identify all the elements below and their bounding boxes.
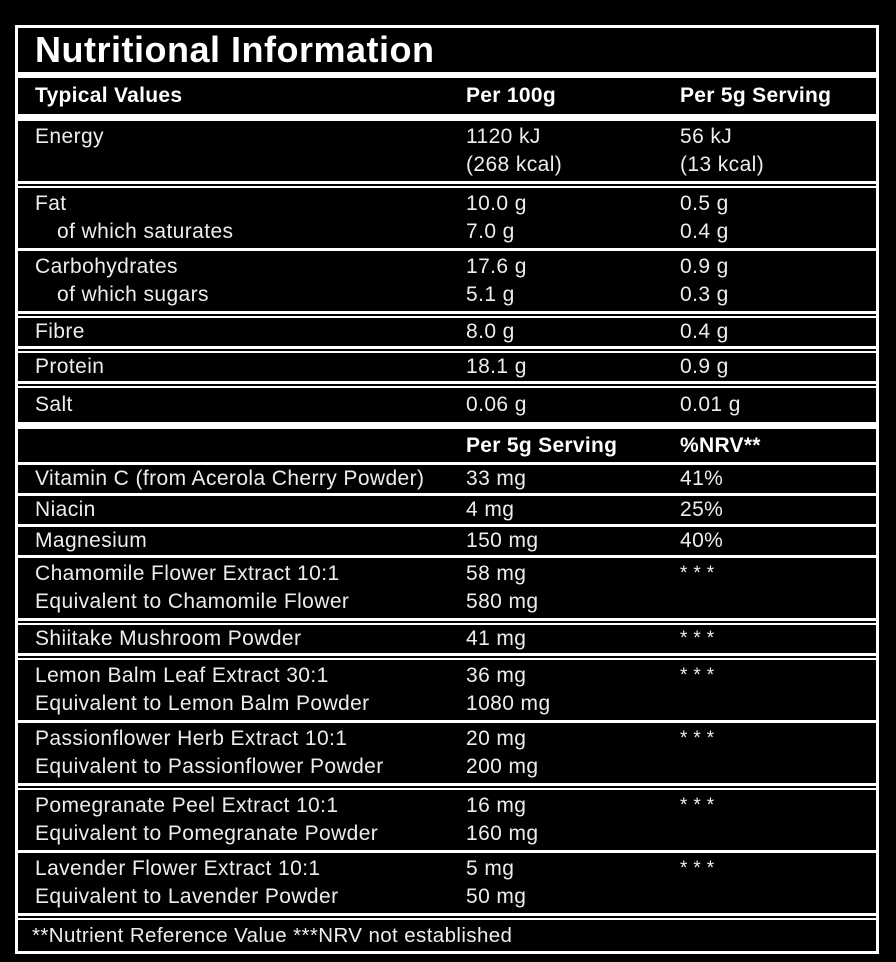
cell-label: Carbohydrates: [35, 255, 178, 278]
cell-per100g: 10.0 g: [466, 192, 527, 215]
table-row: [18, 151, 876, 179]
divider: [18, 653, 876, 660]
table-row: [18, 792, 876, 820]
table-row: [18, 190, 876, 218]
table-row: [18, 496, 876, 524]
divider: [18, 913, 876, 920]
table-row: [18, 883, 876, 911]
table2-header-row: [18, 429, 876, 462]
cell-per5g: 150 mg: [466, 529, 539, 552]
footnote-text: **Nutrient Reference Value ***NRV not established: [32, 923, 513, 947]
cell-per5g: 0.4 g: [680, 320, 729, 343]
cell-label: of which saturates: [57, 220, 234, 243]
cell-label: Energy: [35, 125, 104, 148]
page-title: Nutritional Information: [35, 29, 435, 70]
row-group-fibre: [18, 318, 876, 346]
table-row: [18, 465, 876, 493]
cell-per100g: (268 kcal): [466, 153, 563, 176]
row-group-vitamin-c: [18, 465, 876, 493]
nutrition-label: [15, 25, 879, 954]
divider: [18, 181, 876, 188]
table-row: [18, 218, 876, 246]
label-title-row: [18, 28, 876, 72]
table-row: [18, 560, 876, 588]
cell-per5g: 41 mg: [466, 627, 527, 650]
cell-per5g: 160 mg: [466, 822, 539, 845]
cell-label: Lemon Balm Leaf Extract 30:1: [35, 664, 329, 687]
table-row: [18, 253, 876, 281]
row-group-passionflower: [18, 723, 876, 783]
table-row: [18, 123, 876, 151]
cell-per5g: 50 mg: [466, 885, 527, 908]
cell-nrv: ***: [680, 665, 721, 686]
cell-per100g: 17.6 g: [466, 255, 527, 278]
cell-per5g: 0.3 g: [680, 283, 729, 306]
table-row: [18, 281, 876, 309]
cell-per5g: 56 kJ: [680, 125, 733, 148]
cell-nrv: 40%: [680, 529, 724, 552]
table-row: [18, 391, 876, 419]
cell-label: Equivalent to Lavender Powder: [35, 885, 339, 908]
cell-label: Fat: [35, 192, 67, 215]
row-group-energy: [18, 121, 876, 181]
cell-label: Equivalent to Lemon Balm Powder: [35, 692, 370, 715]
cell-per5g: 580 mg: [466, 590, 539, 613]
divider: [18, 618, 876, 625]
cell-label: Salt: [35, 393, 73, 416]
cell-per100g: 0.06 g: [466, 393, 527, 416]
cell-nrv: ***: [680, 628, 721, 649]
row-group-salt: [18, 388, 876, 422]
divider: [18, 783, 876, 790]
cell-label: Equivalent to Chamomile Flower: [35, 590, 350, 613]
table-row: [18, 690, 876, 718]
cell-nrv: 41%: [680, 467, 724, 490]
cell-per5g: 1080 mg: [466, 692, 551, 715]
cell-per100g: 18.1 g: [466, 355, 527, 378]
table-row: [18, 820, 876, 848]
row-group-pomegranate: [18, 790, 876, 850]
divider: [18, 381, 876, 388]
cell-per5g: 0.5 g: [680, 192, 729, 215]
cell-per5g: 33 mg: [466, 467, 527, 490]
cell-label: Chamomile Flower Extract 10:1: [35, 562, 340, 585]
cell-nrv: 25%: [680, 498, 724, 521]
column-header-typical-values: Typical Values: [35, 84, 183, 107]
row-group-fat: [18, 188, 876, 248]
cell-label: Protein: [35, 355, 105, 378]
row-group-chamomile: [18, 558, 876, 618]
cell-per5g: 0.4 g: [680, 220, 729, 243]
row-group-carbohydrates: [18, 251, 876, 311]
cell-per100g: 5.1 g: [466, 283, 515, 306]
table-row: [18, 662, 876, 690]
column-header-per-5g-serving: Per 5g Serving: [466, 433, 618, 457]
cell-per5g: 0.01 g: [680, 393, 741, 416]
table-row: [18, 625, 876, 653]
cell-per5g: 58 mg: [466, 562, 527, 585]
cell-nrv: ***: [680, 795, 721, 816]
cell-per5g: 0.9 g: [680, 255, 729, 278]
divider: [18, 422, 876, 429]
cell-label: Vitamin C (from Acerola Cherry Powder): [35, 467, 425, 490]
cell-label: Equivalent to Pomegranate Powder: [35, 822, 379, 845]
column-header-nrv: %NRV**: [680, 433, 761, 457]
table-row: [18, 527, 876, 555]
cell-per5g: 0.9 g: [680, 355, 729, 378]
footnote: [18, 920, 876, 951]
table-row: [18, 353, 876, 381]
cell-per5g: 5 mg: [466, 857, 515, 880]
cell-per5g: (13 kcal): [680, 153, 765, 176]
divider: [18, 311, 876, 318]
table-row: [18, 725, 876, 753]
row-group-protein: [18, 353, 876, 381]
table-row: [18, 588, 876, 616]
cell-label: Lavender Flower Extract 10:1: [35, 857, 321, 880]
cell-label: Equivalent to Passionflower Powder: [35, 755, 384, 778]
cell-per100g: 7.0 g: [466, 220, 515, 243]
cell-label: of which sugars: [57, 283, 209, 306]
column-header-per-100g: Per 100g: [466, 84, 556, 107]
cell-per5g: 200 mg: [466, 755, 539, 778]
cell-nrv: ***: [680, 563, 721, 584]
cell-per5g: 16 mg: [466, 794, 527, 817]
cell-nrv: ***: [680, 728, 721, 749]
column-header-per-5g-serving: Per 5g Serving: [680, 84, 832, 107]
row-group-niacin: [18, 496, 876, 524]
cell-label: Passionflower Herb Extract 10:1: [35, 727, 348, 750]
cell-per100g: 8.0 g: [466, 320, 515, 343]
cell-label: Fibre: [35, 320, 85, 343]
divider: [18, 114, 876, 121]
cell-label: Niacin: [35, 498, 96, 521]
table-row: [18, 753, 876, 781]
table-row: [18, 855, 876, 883]
table-row: [18, 318, 876, 346]
row-group-magnesium: [18, 527, 876, 555]
cell-label: Pomegranate Peel Extract 10:1: [35, 794, 339, 817]
cell-label: Magnesium: [35, 529, 148, 552]
table1-header-row: [18, 78, 876, 114]
row-group-shiitake: [18, 625, 876, 653]
cell-per100g: 1120 kJ: [466, 125, 541, 148]
cell-per5g: 36 mg: [466, 664, 527, 687]
divider: [18, 346, 876, 353]
cell-label: Shiitake Mushroom Powder: [35, 627, 302, 650]
cell-nrv: ***: [680, 858, 721, 879]
row-group-lavender: [18, 853, 876, 913]
cell-per5g: 4 mg: [466, 498, 515, 521]
row-group-lemon-balm: [18, 660, 876, 720]
cell-per5g: 20 mg: [466, 727, 527, 750]
